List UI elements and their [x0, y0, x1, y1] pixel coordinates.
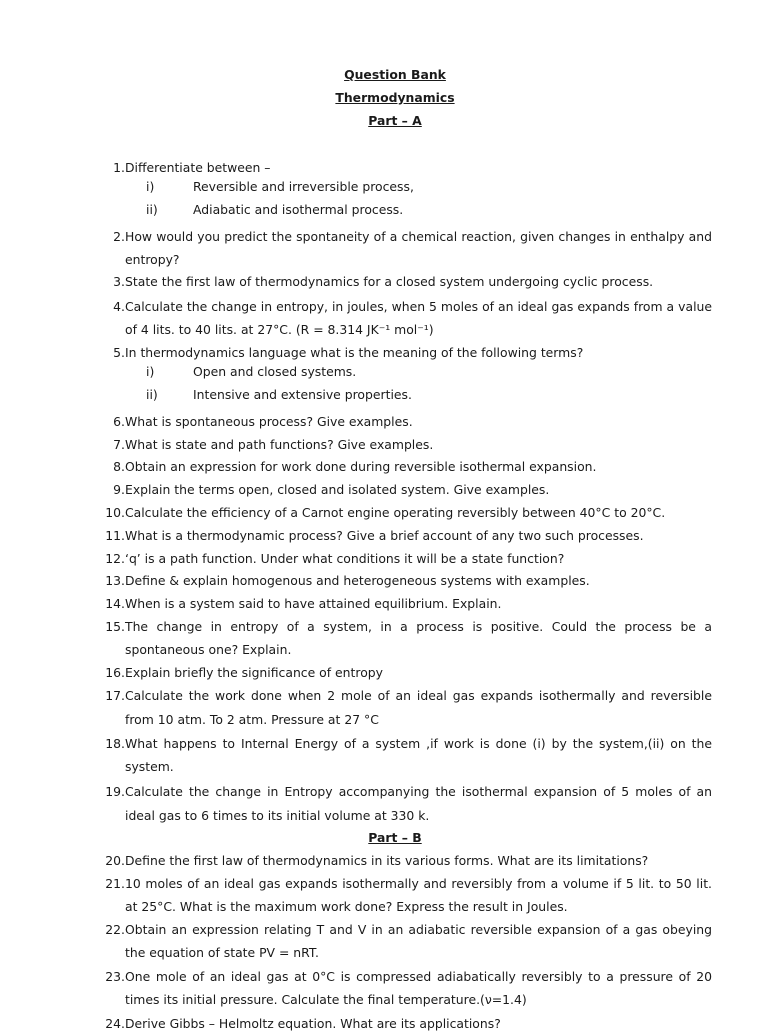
sub-item-text: Reversible and irreversible process,: [193, 179, 414, 194]
sub-item-text: Adiabatic and isothermal process.: [193, 202, 404, 217]
question-item: [101, 684, 712, 732]
question-text: Calculate the work done when 2 mole of an ideal gas expands isothermally and reversible from 10 atm. To 2 atm. Pressure at 27 °C: [125, 688, 712, 727]
question-number: 19.: [105, 784, 125, 799]
question-number: 23.: [105, 969, 125, 984]
question-number: 13.: [105, 573, 125, 588]
question-item: [101, 732, 712, 778]
question-text: Obtain an expression for work done during reversible isothermal expansion.: [125, 459, 597, 474]
question-number: 8.: [113, 459, 125, 474]
question-number: 5.: [113, 345, 125, 360]
question-text: One mole of an ideal gas at 0°C is compressed adiabatically reversibly to a pressure of 20 times its initial pressure. Calculate the final temperature.(ν=1.4): [125, 969, 712, 1007]
sub-item-numeral: i): [146, 179, 155, 194]
question-item: [101, 225, 712, 271]
part-b-heading: Part – B: [368, 830, 422, 845]
question-number: 18.: [105, 736, 125, 751]
question-number: 3.: [113, 274, 125, 289]
question-item: [101, 615, 712, 661]
question-item: [101, 270, 712, 293]
question-number: 2.: [113, 229, 125, 244]
question-number: 17.: [105, 688, 125, 703]
question-text: Derive Gibbs – Helmoltz equation. What are its applications?: [125, 1016, 501, 1031]
question-text: When is a system said to have attained equilibrium. Explain.: [125, 596, 502, 611]
question-number: 10.: [105, 505, 125, 520]
sub-item-text: Open and closed systems.: [193, 364, 357, 379]
question-text: State the first law of thermodynamics for a closed system undergoing cyclic process.: [125, 274, 654, 289]
question-number: 14.: [105, 596, 125, 611]
question-item: [101, 295, 712, 341]
question-text: ‘q’ is a path function. Under what conditions it will be a state function?: [125, 551, 565, 566]
doc-title: Question Bank: [344, 67, 446, 82]
question-number: 11.: [105, 528, 125, 543]
question-number: 7.: [113, 437, 125, 452]
question-text: What happens to Internal Energy of a system ,if work is done (i) by the system,(ii) on the system.: [125, 736, 712, 774]
question-text: Differentiate between –: [125, 160, 271, 175]
question-item: [101, 849, 712, 872]
question-item: [101, 780, 712, 828]
question-item: [101, 410, 712, 433]
question-text: Obtain an expression relating T and V in an adiabatic reversible expansion of a gas obeying the equation of state PV = nRT.: [125, 922, 712, 960]
question-number: 22.: [105, 922, 125, 937]
question-item: [101, 547, 712, 570]
question-text: Calculate the change in Entropy accompanying the isothermal expansion of 5 moles of an ideal gas to 6 times to its initial volume at 330 k.: [125, 784, 712, 823]
question-text: Explain briefly the significance of entropy: [125, 665, 383, 680]
question-number: 21.: [105, 876, 125, 891]
question-text: Calculate the efficiency of a Carnot engine operating reversibly between 40°C to 20°C.: [125, 505, 666, 520]
question-item: [101, 341, 712, 364]
question-number: 16.: [105, 665, 125, 680]
question-number: 24.: [105, 1016, 125, 1031]
question-item: [101, 455, 712, 478]
doc-subject: Thermodynamics: [335, 90, 455, 105]
question-item: [101, 501, 712, 524]
question-number: 12.: [105, 551, 125, 566]
question-text: Define the first law of thermodynamics in its various forms. What are its limitations?: [125, 853, 649, 868]
question-item: [101, 918, 712, 964]
sub-item-numeral: ii): [146, 387, 158, 402]
question-item: [101, 661, 712, 684]
question-text: Define & explain homogenous and heterogeneous systems with examples.: [125, 573, 590, 588]
question-number: 20.: [105, 853, 125, 868]
question-text: Explain the terms open, closed and isolated system. Give examples.: [125, 482, 550, 497]
question-number: 4.: [113, 299, 125, 314]
question-item: [101, 524, 712, 547]
question-text: How would you predict the spontaneity of a chemical reaction, given changes in enthalpy and entropy?: [125, 229, 712, 267]
question-item: [101, 478, 712, 501]
part-a-heading: Part – A: [368, 113, 422, 128]
question-number: 1.: [113, 160, 125, 175]
question-text: What is spontaneous process? Give examples.: [125, 414, 413, 429]
question-item: [101, 569, 712, 592]
question-text: In thermodynamics language what is the meaning of the following terms?: [125, 345, 584, 360]
question-number: 6.: [113, 414, 125, 429]
sub-item-numeral: i): [146, 364, 155, 379]
question-text: The change in entropy of a system, in a process is positive. Could the process be a spontaneous one? Explain.: [125, 619, 712, 657]
question-text: Calculate the change in entropy, in joules, when 5 moles of an ideal gas expands from a value of 4 lits. to 40 lits. at 27°C. (R = 8.314 JK⁻¹ mol⁻¹): [125, 299, 712, 337]
question-text: What is a thermodynamic process? Give a brief account of any two such processes.: [125, 528, 644, 543]
question-number: 15.: [105, 619, 125, 634]
sub-item-numeral: ii): [146, 202, 158, 217]
question-item: [101, 433, 712, 456]
question-text: What is state and path functions? Give examples.: [125, 437, 434, 452]
question-item: [101, 156, 712, 179]
question-item: [101, 592, 712, 615]
question-text: 10 moles of an ideal gas expands isothermally and reversibly from a volume if 5 lit. to 50 lit. at 25°C. What is the maximum work done? Express the result in Joules.: [125, 876, 712, 914]
question-item: [101, 872, 712, 918]
sub-item-text: Intensive and extensive properties.: [193, 387, 412, 402]
question-item: [101, 965, 712, 1011]
question-number: 9.: [113, 482, 125, 497]
